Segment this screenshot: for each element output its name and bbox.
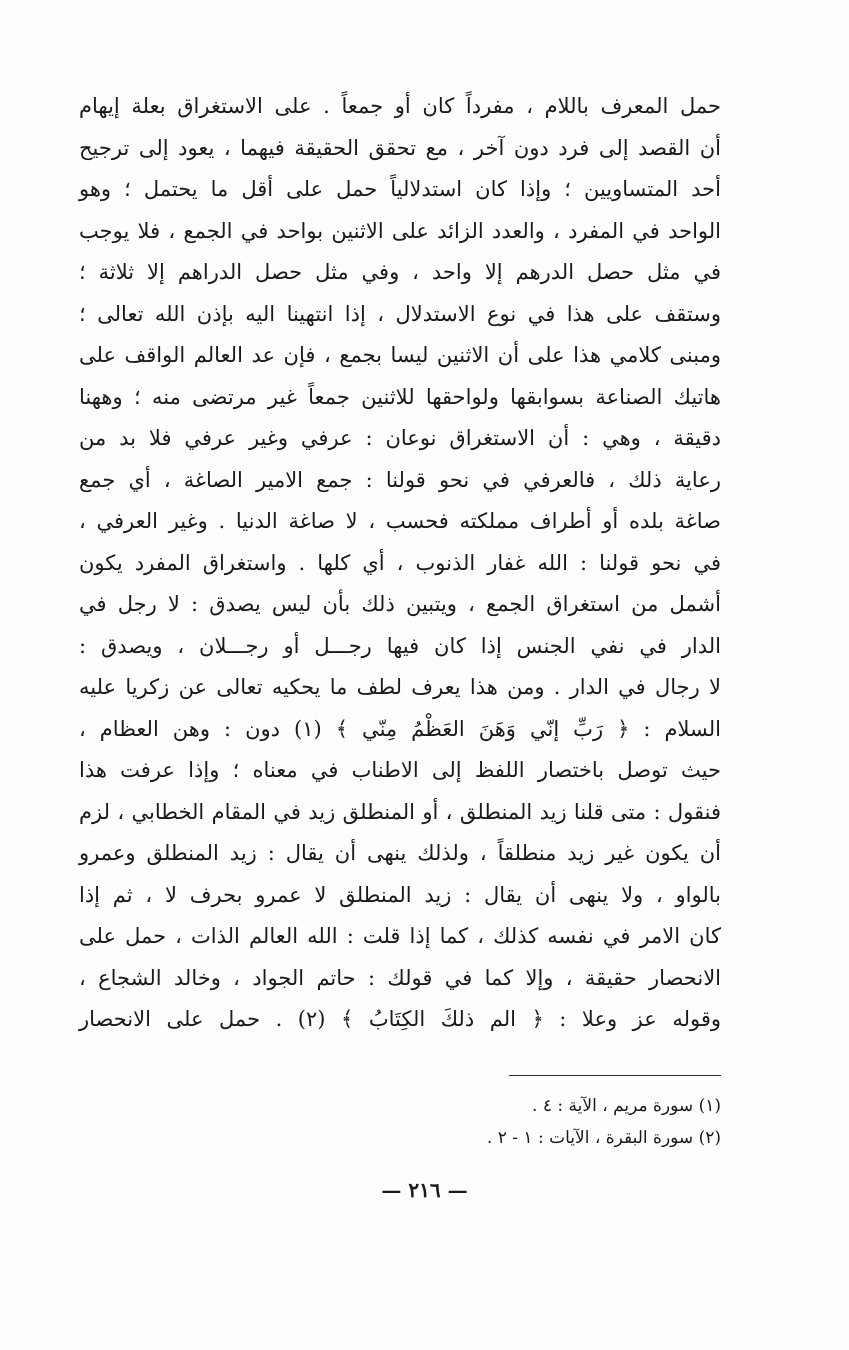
- text-line: أشمل من استغراق الجمع ، ويتبين ذلك بأن ليس يصدق : لا رجل في: [79, 592, 721, 616]
- text-line: رعاية ذلك ، فالعرفي في نحو قولنا : جمع الامير الصاغة ، أي جمع: [79, 467, 721, 492]
- text-line: وستقف على هذا في نوع الاستدلال ، إذا انتهينا اليه بإذن الله تعالى ؛: [79, 301, 721, 326]
- footnotes: [79, 1090, 721, 1154]
- text-line: أحد المتساويين ؛ وإذا كان استدلالياً حمل على أقل ما يحتمل ؛ وهو: [79, 177, 721, 201]
- text-line: الدار في نفي الجنس إذا كان فيها رجـــل أو رجـــلان ، ويصدق :: [79, 633, 721, 658]
- text-line: في نحو قولنا : الله غفار الذنوب ، أي كلها . واستغراق المفرد يكون: [79, 550, 721, 575]
- footnote: (٢) سورة البقرة ، الآيات : ١ - ٢ .: [486, 1128, 721, 1148]
- text-line: ومبنى كلامي هذا على أن الاثنين ليسا بجمع ، فإن عد العالم الواقف على: [79, 343, 721, 367]
- text-line: لا رجال في الدار . ومن هذا يعرف لطف ما يحكيه تعالى عن زكريا عليه: [79, 675, 721, 699]
- text-line: وقوله عز وعلا : ﴿ الم ذلكَ الكِتَابُ ﴾ (٢) . حمل على الانحصار: [79, 1007, 721, 1031]
- page-number: — ٢١٦ —: [381, 1178, 468, 1202]
- text-line: دقيقة ، وهي : أن الاستغراق نوعان : عرفي وغير عرفي فلا بد من: [79, 426, 721, 450]
- text-line: حيث توصل باختصار اللفظ إلى الاطناب في معناه ؛ وإذا عرفت هذا: [79, 758, 721, 782]
- text-line: حمل المعرف باللام ، مفرداً كان أو جمعاً . على الاستغراق بعلة إيهام: [79, 94, 721, 118]
- text-line: في مثل حصل الدرهم إلا واحد ، وفي مثل حصل الدراهم إلا ثلاثة ؛: [79, 260, 722, 284]
- text-line: أن القصد إلى فرد دون آخر ، مع تحقق الحقيقة فيهما ، يعود إلى ترجيح: [79, 135, 721, 160]
- text-line: فنقول : متى قلنا زيد المنطلق ، أو المنطلق زيد في المقام الخطابي ، لزم: [79, 799, 721, 824]
- footnote: (١) سورة مريم ، الآية : ٤ .: [532, 1096, 721, 1116]
- text-line: أن يكون غير زيد منطلقاً ، ولذلك ينهى أن يقال : زيد المنطلق وعمرو: [79, 841, 721, 865]
- text-line: بالواو ، ولا ينهى أن يقال : زيد المنطلق لا عمرو بحرف لا ، ثم إذا: [79, 882, 721, 907]
- text-line: هاتيك الصناعة بسوابقها ولواحقها للاثنين جمعاً غير مرتضى منه ؛ وههنا: [79, 384, 721, 409]
- text-line: كان الامر في نفسه كذلك ، كما إذا قلت : الله العالم الذات ، حمل على: [79, 924, 721, 948]
- text-line: الواحد في المفرد ، والعدد الزائد على الاثنين بواحد في الجمع ، فلا يوجب: [79, 218, 721, 243]
- text-line: السلام : ﴿ رَبِّ إنّي وَهَنَ العَظْمُ مِنّي ﴾ (١) دون : وهن العظام ،: [79, 716, 722, 741]
- text-line: صاغة بلده أو أطراف مملكته فحسب ، لا صاغة الدنيا . وغير العرفي ،: [79, 509, 721, 533]
- text-line: الانحصار حقيقة ، وإلا كما في قولك : حاتم الجواد ، وخالد الشجاع ،: [79, 965, 721, 990]
- footnote-divider: [509, 1075, 721, 1076]
- body-text: [79, 86, 721, 1041]
